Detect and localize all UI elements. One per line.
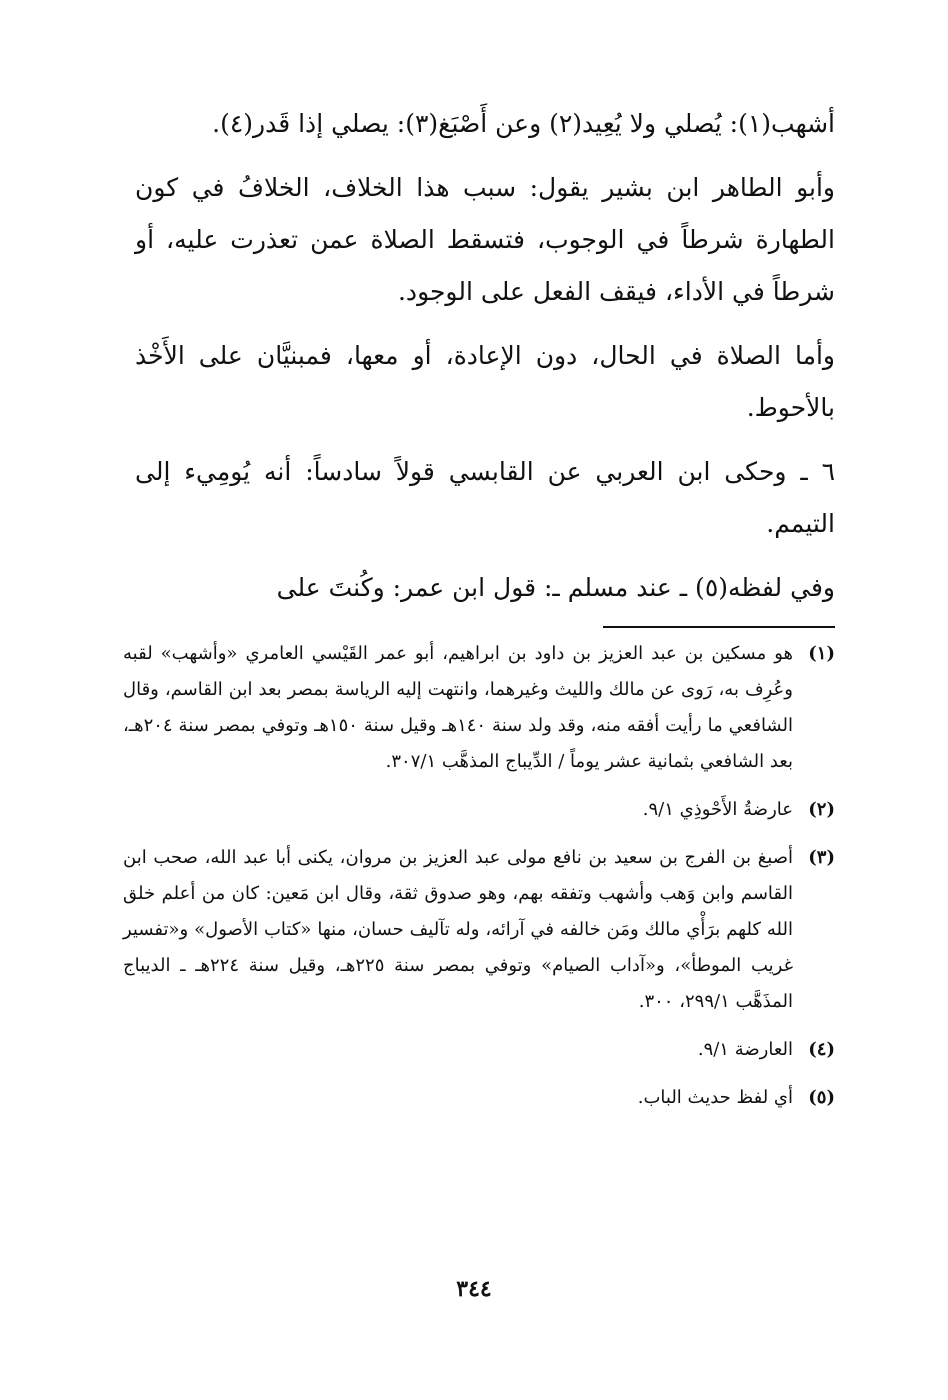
footnote-text: عارضةُ الأَحْوذِي ٩/١. bbox=[642, 799, 793, 820]
main-paragraph-2: وأبو الطاهر ابن بشير يقول: سبب هذا الخلاف، الخلافُ في كون الطهارة شرطاً في الوجوب، فتسقط الصلاة عمن تعذرت عليه، أو شرطاً في الأداء، فيقف الفعل على الوجود. bbox=[135, 173, 835, 306]
main-paragraph-1: أشهب(١): يُصلي ولا يُعِيد(٢) وعن أَصْبَغ(٣): يصلي إذا قَدر(٤). bbox=[212, 109, 835, 138]
main-paragraph-4: ٦ ـ وحكى ابن العربي عن القابسي قولاً سادساً: أنه يُومِيء إلى التيمم. bbox=[135, 457, 835, 538]
footnote-number: (٥) bbox=[808, 1087, 835, 1108]
footnote-number: (٤) bbox=[808, 1039, 835, 1060]
footnote-divider bbox=[603, 626, 835, 628]
footnote-text: أصبغ بن الفرج بن سعيد بن نافع مولى عبد العزيز بن مروان، يكنى أبا عبد الله، صحب ابن القاسم وابن وَهب وأشهب وتفقه بهم، وهو صدوق ثقة، وقال ابن مَعين: كان من أعلم خلق الله كلهم برَأْي مالك ومَن خالفه في آرائه، وله تآليف حسان، منها «كتاب الأصول» و«تفسير غريب الموطأ»، و«آداب الصيام» وتوفي بمصر سنة ٢٢٥هـ، وقيل سنة ٢٢٤هـ ـ الديباج المذَهَّب ٢٩٩/١، ٣٠٠. bbox=[123, 847, 793, 1012]
main-paragraph-3: وأما الصلاة في الحال، دون الإعادة، أو معها، فمبنيَّان على الأَخْذ بالأحوط. bbox=[135, 341, 835, 422]
main-text bbox=[135, 98, 835, 626]
footnote-text: العارضة ٩/١. bbox=[697, 1039, 793, 1060]
footnote-5 bbox=[123, 1080, 835, 1116]
main-paragraph-5: وفي لفظه(٥) ـ عند مسلم ـ: قول ابن عمر: وكُنتَ على bbox=[276, 573, 835, 602]
footnote-text: أي لفظ حديث الباب. bbox=[637, 1087, 793, 1108]
footnote-number: (٣) bbox=[808, 847, 835, 868]
footnote-2 bbox=[123, 792, 835, 828]
footnotes bbox=[123, 636, 835, 1128]
page-number: ٣٤٤ bbox=[456, 1276, 492, 1302]
footnote-1 bbox=[123, 636, 835, 780]
footnote-3 bbox=[123, 840, 835, 1020]
footnote-4 bbox=[123, 1032, 835, 1068]
footnote-number: (٢) bbox=[808, 799, 835, 820]
footnote-number: (١) bbox=[808, 643, 835, 664]
footnote-text: هو مسكين بن عبد العزيز بن داود بن ابراهيم، أبو عمر القَيْسي العامري «وأشهب» لقبه وعُرِف به، رَوى عن مالك والليث وغيرهما، وانتهت إليه الرياسة بمصر بعد ابن القاسم، وقال الشافعي ما رأيت أفقه منه، وقد ولد سنة ١٤٠هـ وقيل سنة ١٥٠هـ وتوفي بمصر سنة ٢٠٤هـ، بعد الشافعي بثمانية عشر يوماً / الدِّيباج المذهَّب ٣٠٧/١. bbox=[123, 643, 793, 772]
